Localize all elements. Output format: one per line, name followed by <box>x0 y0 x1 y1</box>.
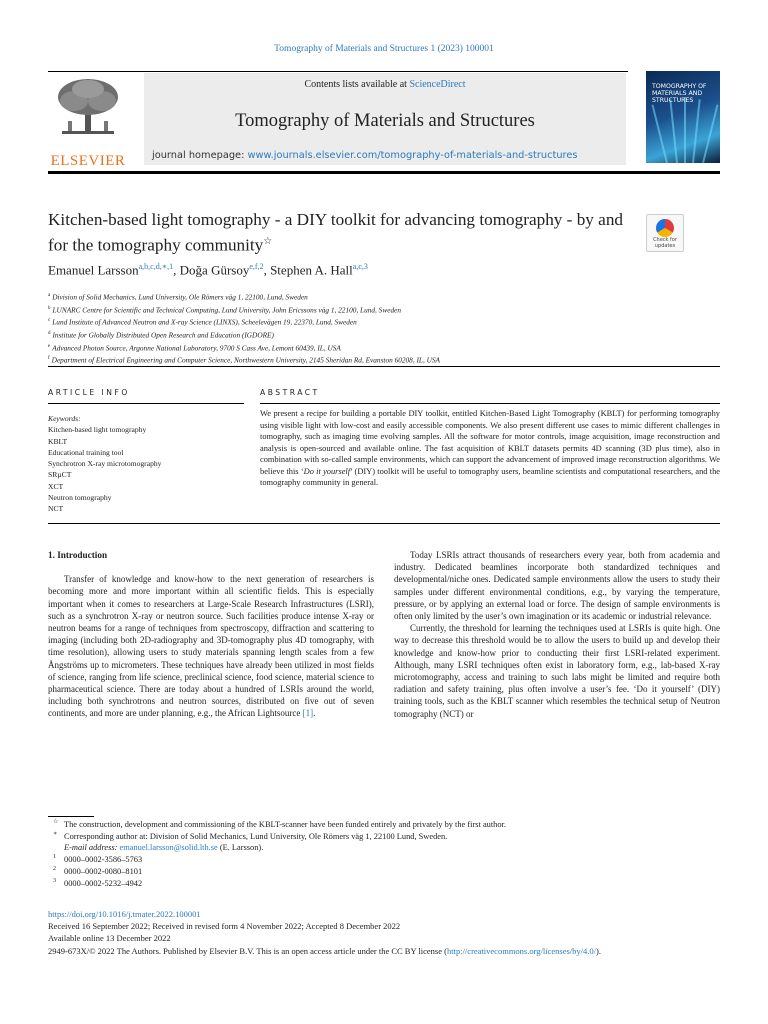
keyword-item: NCT <box>48 504 64 514</box>
abstract-italic-phrase: Do it yourself <box>303 466 351 476</box>
affiliation-item: $^c$ Lund Institute of Advanced Neutron and X-ray Science (LINXS), Scheelevägen 19, 22370, Lund, Sweden <box>48 317 357 327</box>
section-heading: 1. Introduction <box>48 550 108 560</box>
keywords-block <box>48 413 244 515</box>
crossmark-icon <box>656 219 674 237</box>
email-link[interactable]: emanuel.larsson@solid.lth.se <box>119 843 218 853</box>
keyword-item: Kitchen-based light tomography <box>48 425 147 435</box>
journal-reference-link[interactable]: Tomography of Materials and Structures 1 (2023) 100001 <box>274 44 494 54</box>
homepage-prefix: journal homepage: <box>152 150 245 161</box>
title-footnote-mark[interactable]: ☆ <box>263 236 273 247</box>
keyword-item: KBLT <box>48 436 68 446</box>
article-title <box>48 209 628 257</box>
masthead-bottom-rule <box>48 171 720 174</box>
abstract-heading: ABSTRACT <box>260 388 320 397</box>
cover-ray <box>652 105 668 163</box>
article-info-rule <box>48 403 244 404</box>
license-link[interactable]: http://creativecommons.org/licenses/by/4.0/ <box>446 945 597 956</box>
journal-masthead <box>48 71 720 171</box>
body-paragraph: Transfer of knowledge and know-how to the next generation of researchers is becoming more and more important within all scientific fields. This is especially important when it comes to researchers at Large-Scale Research Infrastructures (LSRI), such as a synchrotron X-ray or neutron source. Such facilities produce intense X-ray or neutron beams for a range of techniques from spectroscopy, diffraction and scattering to imaging (including both 2D-radiography and 3D-tomography plus 4D tomography, with time resolution), allowing users to study materials spanning length scales from a few Ångströms up to micrometers. These techniques have already been utilized in most fields of science, ranging from life science, preclinical science, food science, material science to pharmaceutical science. There are today about a hundred of LSRIs around the world, including both synchrotrons and neutron sources, distributed on five out of seven continents, and more are under planning, e.g., the African Lightsource [1]. <box>48 574 374 719</box>
body-paragraph: Currently, the threshold for learning the techniques used at LSRIs is quite high. One way to decrease this threshold would be to allow the users to build up and develop their knowledge and know-how prior to conducting their first LSRI-related experiment. Although, many LSRI techniques often exist in laboratory form, e.g., lab-based X-ray microtomography, access and training to such labs might be limited and require both radiation and safety training, plus often involve a user’s fee. ‘Do it yourself’ (DIY) training tools, such as the KBLT scanner which resembles the technical setup of Neutron tomography (NCT) or <box>394 623 720 719</box>
abstract-text: We present a recipe for building a portable DIY toolkit, entitled Kitchen-Based Light Tomography (KBLT) for performing tomography using visible light with low-cost and easily accessible components. We also present different use cases to mimic different challenges in tomography, such as imaging time evolving samples. All the software for motor controls, image acquisition, image reconstruction and analysis is open-sourced and available online. The fast acquisition of KBLT datasets permits 4D scanning (3D plus time), also in combination with so-called sample environments, which can support the advancement of improved image reconstruction algorithms. We believe this ‘Do it yourself’ (DIY) toolkit will be useful to tomography users, beamline scientists and computational researchers, and the tomography community in general. <box>260 409 720 488</box>
contents-prefix: Contents lists available at <box>304 79 407 90</box>
elsevier-wordmark: ELSEVIER <box>50 153 126 169</box>
affiliation-item: $^a$ Division of Solid Mechanics, Lund University, Ole Römers väg 1, 22100, Lund, Sweden <box>48 292 308 302</box>
body-paragraph: Today LSRIs attract thousands of researchers every year, both from academia and industry. Dedicated beamlines incorporate both standardized techniques and developmental/niche ones. Dedicated sample environments allow the users to study their samples under different environmental conditions, e.g., by varying the temperature, pressure, or by applying an external load or force. The design of sample environments is often only limited by the user’s own imagination or its academic or industrial relevance. <box>394 550 720 622</box>
available-online-date: Available online 13 December 2022 <box>48 933 171 944</box>
orcid-footnote: 2 0000–0002-0080–8101 <box>53 865 143 876</box>
journal-cover-thumbnail[interactable] <box>646 71 720 163</box>
received-dates: Received 16 September 2022; Received in revised form 4 November 2022; Accepted 8 December 2022 <box>48 921 401 932</box>
orcid-footnote: 3 0000–0002-5232–4942 <box>53 877 143 888</box>
header-divider <box>48 366 720 367</box>
author-affiliation-marks[interactable]: a,c,3 <box>352 262 368 271</box>
keywords-label: Keywords: <box>48 414 81 423</box>
citation-link[interactable]: [1] <box>302 708 314 719</box>
journal-homepage-link[interactable]: www.journals.elsevier.com/tomography-of-materials-and-structures <box>247 150 578 161</box>
keyword-item: Neutron tomography <box>48 493 112 503</box>
footnotes <box>50 819 720 889</box>
keyword-item: SRµCT <box>48 470 72 480</box>
sciencedirect-link[interactable]: ScienceDirect <box>409 79 466 90</box>
article-info-heading: ARTICLE INFO <box>48 388 130 397</box>
journal-homepage-line <box>152 150 624 161</box>
author-name[interactable]: Stephen A. Hall <box>270 262 353 278</box>
abstract-rule <box>260 403 720 404</box>
elsevier-tree-icon <box>54 77 122 137</box>
affiliation-item: $^e$ Advanced Photon Source, Argonne National Laboratory, 9700 S Cass Ave, Lemont 60439, IL, USA <box>48 342 341 352</box>
journal-title: Tomography of Materials and Structures <box>235 111 535 131</box>
publication-info <box>48 908 738 957</box>
cover-title: TOMOGRAPHY OF MATERIALS AND STRUCTURES <box>652 83 707 104</box>
author-list: Emanuel Larsson$^{a,b,c,d,∗,1}$, Doğa Gürsoy$^{e,f,2}$, Stephen A. Hall$^{a,c,3}$ <box>48 262 368 278</box>
funding-footnote: ☆ The construction, development and commissioning of the KBLT-scanner have been funded entirely and privately by the first author. <box>53 819 506 829</box>
cover-ray <box>692 99 701 163</box>
author-name[interactable]: Doğa Gürsoy <box>179 262 250 278</box>
masthead-center-panel <box>144 73 626 165</box>
check-for-updates-label: Check for updates <box>653 237 677 249</box>
affiliation-item: $^f$ Department of Electrical Engineering and Computer Science, Northwestern University, 2145 Sheridan Rd, Evanston 60208, IL, USA <box>48 355 440 365</box>
affiliation-item: $^b$ LUNARC Centre for Scientific and Technical Computing, Lund University, John Ericssons väg 1, 22100, Lund, Sweden <box>48 305 401 315</box>
cover-ray <box>669 99 678 163</box>
keyword-item: XCT <box>48 481 64 491</box>
body-column-right <box>394 549 720 720</box>
body-column-left <box>48 549 374 720</box>
author-affiliation-marks[interactable]: e,f,2 <box>249 262 264 271</box>
cover-ray <box>684 97 686 163</box>
article-title-text: Kitchen-based light tomography - a DIY toolkit for advancing tomography - by and for the tomography community <box>48 210 624 255</box>
author-affiliation-marks[interactable]: a,b,c,d,∗,1 <box>138 262 174 271</box>
affiliations <box>48 290 720 366</box>
cover-ray <box>702 105 718 163</box>
doi-link[interactable]: https://doi.org/10.1016/j.tmater.2022.100001 <box>48 909 201 919</box>
masthead-top-rule <box>48 71 628 72</box>
keyword-item: Educational training tool <box>48 447 124 457</box>
affiliation-item: $^d$ Institute for Globally Distributed Open Research and Education (IGDORE) <box>48 330 274 340</box>
license-line: 2949-673X/© 2022 The Authors. Published by Elsevier B.V. This is an open access article under the CC BY license (http://creativecommons.org/licenses/by/4.0/). <box>48 945 601 956</box>
author-name[interactable]: Emanuel Larsson <box>48 262 139 278</box>
check-for-updates-badge[interactable] <box>646 214 684 252</box>
abstract-divider <box>48 523 720 524</box>
publisher-logo[interactable] <box>48 75 128 169</box>
orcid-footnote: 1 0000–0002-3586–5763 <box>53 854 143 865</box>
corresponding-author-footnote: ∗ Corresponding author at: Division of Solid Mechanics, Lund University, Ole Römers väg 1, 22100 Lund, Sweden. <box>53 830 448 841</box>
keyword-item: Synchrotron X-ray microtomography <box>48 459 162 469</box>
contents-line <box>144 79 626 90</box>
email-line: E-mail address: emanuel.larsson@solid.lth.se (E. Larsson). <box>64 843 264 853</box>
